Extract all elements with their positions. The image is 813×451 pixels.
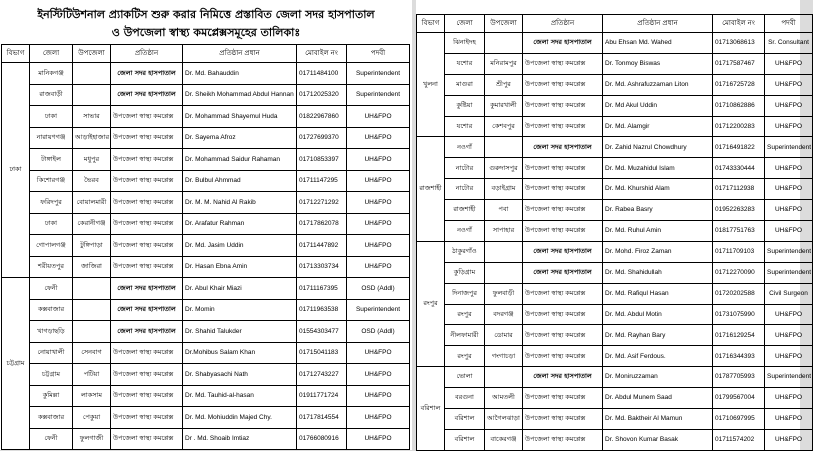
mobile-cell: 01717862078: [297, 213, 347, 235]
upazila-cell: [73, 84, 111, 106]
institution-cell: উপজেলা স্বাস্থ্য কমপ্লেক্স: [523, 283, 603, 304]
upazila-cell: সেনবাগ: [73, 342, 111, 364]
upazila-cell: ফুলবাড়ী: [485, 283, 523, 304]
upazila-cell: বদরগঞ্জ: [485, 304, 523, 325]
mobile-cell: 01817751763: [713, 221, 765, 242]
table-row: [2, 235, 410, 257]
district-cell: নীলফামারী: [445, 325, 485, 346]
institution-cell: উপজেলা স্বাস্থ্য কমপ্লেক্স: [523, 346, 603, 367]
designation-cell: Superintendent: [765, 262, 813, 283]
mobile-cell: 01712271292: [297, 192, 347, 214]
table-row: [2, 84, 410, 106]
designation-cell: UH&FPO: [347, 407, 410, 429]
upazila-cell: বাকেরগঞ্জ: [485, 429, 523, 450]
table-row: [417, 346, 813, 367]
institution-head-cell: Dr. Arafatur Rahman: [183, 213, 297, 235]
table-row: [2, 106, 410, 128]
institution-cell: উপজেলা স্বাস্থ্য কমপ্লেক্স: [523, 116, 603, 137]
institution-head-cell: Dr. Md. Mohiuddin Majed Chy.: [183, 407, 297, 429]
table-row: [2, 192, 410, 214]
upazila-cell: আগৈলঝাড়া: [485, 409, 523, 430]
institution-head-cell: Dr. Md. Asif Ferdous.: [603, 346, 713, 367]
table-row: [2, 170, 410, 192]
institution-cell: জেলা সদর হাসপাতাল: [111, 321, 183, 343]
institution-head-cell: Dr. Shovon Kumar Basak: [603, 429, 713, 450]
upazila-cell: [485, 137, 523, 158]
mobile-cell: 01716491822: [713, 137, 765, 158]
upazila-cell: জাজিরা: [73, 256, 111, 278]
division-cell: রংপুর: [417, 241, 445, 366]
mobile-cell: 01711709103: [713, 241, 765, 262]
designation-cell: Civil Surgeon: [765, 283, 813, 304]
district-cell: নাটোর: [445, 179, 485, 200]
district-cell: যশোর: [445, 116, 485, 137]
table-row: [2, 278, 410, 300]
table-row: [417, 429, 813, 450]
upazila-cell: [73, 63, 111, 85]
institution-cell: জেলা সদর হাসপাতাল: [523, 33, 603, 54]
upazila-cell: গুরুদাসপুর: [485, 158, 523, 179]
designation-cell: UH&FPO: [765, 179, 813, 200]
mobile-cell: 01952263283: [713, 200, 765, 221]
institution-cell: জেলা সদর হাসপাতাল: [111, 278, 183, 300]
institution-cell: উপজেলা স্বাস্থ্য কমপ্লেক্স: [111, 342, 183, 364]
district-cell: কক্সবাজার: [30, 299, 73, 321]
institution-head-cell: Dr. Md. Shahidullah: [603, 262, 713, 283]
district-cell: কিশোরগঞ্জ: [30, 170, 73, 192]
designation-cell: UH&FPO: [765, 200, 813, 221]
column-header: প্রতিষ্ঠান: [523, 15, 603, 33]
table-row: [417, 137, 813, 158]
division-cell: চট্টগ্রাম: [2, 278, 30, 450]
designation-cell: UH&FPO: [765, 388, 813, 409]
column-header: বিভাগ: [417, 15, 445, 33]
institution-cell: উপজেলা স্বাস্থ্য কমপ্লেক্স: [111, 149, 183, 171]
district-cell: ঢাকা: [30, 106, 73, 128]
table-row: [417, 409, 813, 430]
institution-head-cell: Dr.Mohibus Salam Khan: [183, 342, 297, 364]
designation-cell: UH&FPO: [347, 149, 410, 171]
designation-cell: OSD (Addl): [347, 321, 410, 343]
upazila-cell: টুঙ্গিপাড়া: [73, 235, 111, 257]
mobile-cell: 01717587467: [713, 53, 765, 74]
upazila-cell: [485, 262, 523, 283]
column-header: মোবাইল নং: [297, 45, 347, 63]
mobile-cell: 01743330444: [713, 158, 765, 179]
institution-cell: উপজেলা স্বাস্থ্য কমপ্লেক্স: [523, 388, 603, 409]
upazila-cell: পেকুয়া: [73, 407, 111, 429]
district-cell: রাজবাড়ী: [30, 84, 73, 106]
mobile-cell: 01716129254: [713, 325, 765, 346]
institution-cell: জেলা সদর হাসপাতাল: [111, 84, 183, 106]
upazila-cell: বড়াইগ্রাম: [485, 179, 523, 200]
column-header: উপজেলা: [485, 15, 523, 33]
upazila-cell: [485, 33, 523, 54]
designation-cell: UH&FPO: [347, 364, 410, 386]
table-row: [2, 299, 410, 321]
district-cell: নওগাঁ: [445, 137, 485, 158]
mobile-cell: 01710862886: [713, 95, 765, 116]
right-hospital-table: [416, 14, 813, 451]
institution-head-cell: Dr. Shahid Talukder: [183, 321, 297, 343]
table-row: [417, 388, 813, 409]
institution-cell: উপজেলা স্বাস্থ্য কমপ্লেক্স: [111, 170, 183, 192]
district-cell: কক্সবাজার: [30, 407, 73, 429]
mobile-cell: 01911771724: [297, 385, 347, 407]
institution-head-cell: Dr. M. M. Nahid Al Rakib: [183, 192, 297, 214]
upazila-cell: পটিয়া: [73, 364, 111, 386]
table-row: [417, 179, 813, 200]
designation-cell: UH&FPO: [765, 53, 813, 74]
designation-cell: OSD (Addl): [347, 278, 410, 300]
column-header: পদবী: [347, 45, 410, 63]
district-cell: শরীয়তপুর: [30, 256, 73, 278]
column-header: মোবাইল নং: [713, 15, 765, 33]
district-cell: টাঙ্গাইল: [30, 149, 73, 171]
district-cell: বরিশাল: [445, 409, 485, 430]
district-cell: মাগুরা: [445, 74, 485, 95]
institution-head-cell: Dr. Mohd. Firoz Zaman: [603, 241, 713, 262]
column-header: জেলা: [30, 45, 73, 63]
upazila-cell: কেশবপুর: [485, 116, 523, 137]
mobile-cell: 01715041183: [297, 342, 347, 364]
institution-cell: জেলা সদর হাসপাতাল: [111, 63, 183, 85]
institution-head-cell: Abu Ehsan Md. Wahed: [603, 33, 713, 54]
institution-cell: জেলা সদর হাসপাতাল: [523, 241, 603, 262]
upazila-cell: মধুপুর: [73, 149, 111, 171]
institution-head-cell: Dr. Abul Khair Miazi: [183, 278, 297, 300]
mobile-cell: 01727699370: [297, 127, 347, 149]
mobile-cell: 01712200283: [713, 116, 765, 137]
mobile-cell: 01554303477: [297, 321, 347, 343]
designation-cell: UH&FPO: [347, 127, 410, 149]
mobile-cell: 01711574202: [713, 429, 765, 450]
institution-head-cell: Dr. Mohammad Saidur Rahaman: [183, 149, 297, 171]
mobile-cell: 01717112938: [713, 179, 765, 200]
division-cell: রাজশাহী: [417, 137, 445, 241]
district-cell: রংপুর: [445, 346, 485, 367]
district-cell: ভোলা: [445, 367, 485, 388]
institution-head-cell: Dr. Bulbul Ahmmad: [183, 170, 297, 192]
institution-head-cell: Dr. Md. Baktheir Al Mamun: [603, 409, 713, 430]
upazila-cell: [485, 367, 523, 388]
institution-head-cell: Dr. Abdul Munem Saad: [603, 388, 713, 409]
institution-cell: উপজেলা স্বাস্থ্য কমপ্লেক্স: [111, 385, 183, 407]
mobile-cell: 01713068613: [713, 33, 765, 54]
upazila-cell: কেরানীগঞ্জ: [73, 213, 111, 235]
table-row: [2, 321, 410, 343]
table-header-row: [417, 15, 813, 33]
institution-cell: উপজেলা স্বাস্থ্য কমপ্লেক্স: [523, 325, 603, 346]
district-cell: বরিশাল: [445, 429, 485, 450]
institution-head-cell: Dr. Mohammad Shayemul Huda: [183, 106, 297, 128]
district-cell: দিনাজপুর: [445, 283, 485, 304]
district-cell: খাগড়াছড়ি: [30, 321, 73, 343]
upazila-cell: মনিরামপুর: [485, 53, 523, 74]
district-cell: ফেনী: [30, 428, 73, 450]
table-row: [2, 63, 410, 85]
column-header: প্রতিষ্ঠান প্রধান: [183, 45, 297, 63]
district-cell: নাটোর: [445, 158, 485, 179]
table-row: [417, 367, 813, 388]
table-row: [2, 213, 410, 235]
designation-cell: UH&FPO: [347, 235, 410, 257]
mobile-cell: 01712270090: [713, 262, 765, 283]
district-cell: যশোর: [445, 53, 485, 74]
mobile-cell: 01716344393: [713, 346, 765, 367]
mobile-cell: 01711484100: [297, 63, 347, 85]
mobile-cell: 01720202588: [713, 283, 765, 304]
table-row: [417, 95, 813, 116]
table-row: [417, 304, 813, 325]
designation-cell: UH&FPO: [765, 158, 813, 179]
mobile-cell: 01731075990: [713, 304, 765, 325]
institution-head-cell: Dr. Md. Khurshid Alam: [603, 179, 713, 200]
designation-cell: Superintendent: [347, 299, 410, 321]
institution-cell: উপজেলা স্বাস্থ্য কমপ্লেক্স: [523, 53, 603, 74]
table-row: [2, 428, 410, 450]
column-header: উপজেলা: [73, 45, 111, 63]
designation-cell: UH&FPO: [347, 192, 410, 214]
institution-cell: জেলা সদর হাসপাতাল: [523, 137, 603, 158]
upazila-cell: আমতলী: [485, 388, 523, 409]
mobile-cell: 01716725728: [713, 74, 765, 95]
district-cell: বরগুনা: [445, 388, 485, 409]
mobile-cell: 01766080916: [297, 428, 347, 450]
mobile-cell: 01713303734: [297, 256, 347, 278]
institution-cell: উপজেলা স্বাস্থ্য কমপ্লেক্স: [111, 428, 183, 450]
institution-cell: জেলা সদর হাসপাতাল: [523, 367, 603, 388]
designation-cell: Superintendent: [765, 137, 813, 158]
upazila-cell: আড়াইহাজার: [73, 127, 111, 149]
designation-cell: UH&FPO: [347, 106, 410, 128]
district-cell: নওগাঁ: [445, 221, 485, 242]
table-row: [417, 53, 813, 74]
upazila-cell: সাপাহার: [485, 221, 523, 242]
mobile-cell: 01712025320: [297, 84, 347, 106]
designation-cell: UH&FPO: [347, 428, 410, 450]
column-header: বিভাগ: [2, 45, 30, 63]
upazila-cell: ফুলগাজী: [73, 428, 111, 450]
table-row: [2, 342, 410, 364]
institution-head-cell: Dr. Md. Tauhid-al-hasan: [183, 385, 297, 407]
mobile-cell: 01710697995: [713, 409, 765, 430]
institution-cell: উপজেলা স্বাস্থ্য কমপ্লেক্স: [523, 200, 603, 221]
institution-head-cell: Dr. Md. Rayhan Bary: [603, 325, 713, 346]
division-cell: বরিশাল: [417, 367, 445, 451]
table-row: [417, 158, 813, 179]
designation-cell: Superintendent: [765, 367, 813, 388]
mobile-cell: 01787705993: [713, 367, 765, 388]
institution-cell: উপজেলা স্বাস্থ্য কমপ্লেক্স: [111, 256, 183, 278]
institution-cell: জেলা সদর হাসপাতাল: [523, 262, 603, 283]
table-row: [417, 116, 813, 137]
mobile-cell: 01712743227: [297, 364, 347, 386]
institution-cell: উপজেলা স্বাস্থ্য কমপ্লেক্স: [111, 106, 183, 128]
designation-cell: Superintendent: [765, 241, 813, 262]
district-cell: ঝিনাইদহ: [445, 33, 485, 54]
district-cell: নারায়ণগঞ্জ: [30, 127, 73, 149]
institution-head-cell: Dr . Md. Shoaib Imtiaz: [183, 428, 297, 450]
designation-cell: UH&FPO: [347, 342, 410, 364]
institution-head-cell: Dr. Sayema Afroz: [183, 127, 297, 149]
institution-head-cell: Dr. Momin: [183, 299, 297, 321]
table-row: [417, 33, 813, 54]
district-cell: চট্টগ্রাম: [30, 364, 73, 386]
table-row: [2, 149, 410, 171]
institution-head-cell: Dr. Md. Alamgir: [603, 116, 713, 137]
upazila-cell: [73, 321, 111, 343]
district-cell: মানিকগঞ্জ: [30, 63, 73, 85]
institution-cell: উপজেলা স্বাস্থ্য কমপ্লেক্স: [523, 158, 603, 179]
institution-cell: উপজেলা স্বাস্থ্য কমপ্লেক্স: [523, 95, 603, 116]
column-header: পদবী: [765, 15, 813, 33]
table-row: [2, 127, 410, 149]
designation-cell: UH&FPO: [765, 429, 813, 450]
district-cell: ঢাকা: [30, 213, 73, 235]
district-cell: রাজশাহী: [445, 200, 485, 221]
table-row: [417, 241, 813, 262]
column-header: প্রতিষ্ঠান: [111, 45, 183, 63]
designation-cell: UH&FPO: [765, 346, 813, 367]
upazila-cell: [73, 278, 111, 300]
institution-head-cell: Dr. Md. Jasim Uddin: [183, 235, 297, 257]
designation-cell: UH&FPO: [347, 213, 410, 235]
designation-cell: UH&FPO: [347, 385, 410, 407]
mobile-cell: 01799567004: [713, 388, 765, 409]
designation-cell: UH&FPO: [765, 325, 813, 346]
document-title-line-1: ইনস্টিটিউশনাল প্র্যাকটিস শুরু করার নিমিত্তে প্রস্তাবিত জেলা সদর হাসপাতাল: [37, 8, 375, 21]
designation-cell: UH&FPO: [347, 170, 410, 192]
table-row: [2, 256, 410, 278]
mobile-cell: 01710853397: [297, 149, 347, 171]
district-cell: নোয়াখালী: [30, 342, 73, 364]
district-cell: কুড়িগ্রাম: [445, 262, 485, 283]
mobile-cell: 01717814554: [297, 407, 347, 429]
institution-cell: উপজেলা স্বাস্থ্য কমপ্লেক্স: [111, 235, 183, 257]
institution-head-cell: Dr. Zahid Nazrul Chowdhury: [603, 137, 713, 158]
institution-head-cell: Dr. Rabea Basry: [603, 200, 713, 221]
upazila-cell: বোয়ালমারী: [73, 192, 111, 214]
institution-cell: জেলা সদর হাসপাতাল: [111, 299, 183, 321]
designation-cell: UH&FPO: [765, 74, 813, 95]
institution-head-cell: Dr. Md. Rafiqul Hasan: [603, 283, 713, 304]
mobile-cell: 01711447892: [297, 235, 347, 257]
table-row: [2, 385, 410, 407]
designation-cell: UH&FPO: [765, 409, 813, 430]
designation-cell: Superintendent: [347, 84, 410, 106]
table-row: [417, 200, 813, 221]
division-cell: খুলনা: [417, 33, 445, 137]
designation-cell: UH&FPO: [765, 95, 813, 116]
designation-cell: Sr. Consultant: [765, 33, 813, 54]
table-row: [417, 283, 813, 304]
district-cell: ঠাকুরগাঁও: [445, 241, 485, 262]
institution-head-cell: Dr. Md. Muzahidul Islam: [603, 158, 713, 179]
designation-cell: Superintendent: [347, 63, 410, 85]
institution-cell: উপজেলা স্বাস্থ্য কমপ্লেক্স: [523, 409, 603, 430]
district-cell: কুষ্টিয়া: [445, 95, 485, 116]
left-hospital-table: [1, 44, 410, 450]
institution-head-cell: Dr. Sheikh Mohammad Abdul Hannan: [183, 84, 297, 106]
table-row: [417, 74, 813, 95]
institution-head-cell: Dr. Md. Ashrafuzzaman Liton: [603, 74, 713, 95]
document-title-line-2: ও উপজেলা স্বাস্থ্য কমপ্লেক্সসমূহের তালিকাঃ: [111, 26, 301, 39]
district-cell: রংপুর: [445, 304, 485, 325]
table-header-row: [2, 45, 410, 63]
institution-cell: উপজেলা স্বাস্থ্য কমপ্লেক্স: [523, 221, 603, 242]
district-cell: কুমিল্লা: [30, 385, 73, 407]
mobile-cell: 01711963538: [297, 299, 347, 321]
institution-head-cell: Dr. Shabyasachi Nath: [183, 364, 297, 386]
institution-cell: উপজেলা স্বাস্থ্য কমপ্লেক্স: [111, 213, 183, 235]
column-header: প্রতিষ্ঠান প্রধান: [603, 15, 713, 33]
upazila-cell: পবা: [485, 200, 523, 221]
institution-cell: উপজেলা স্বাস্থ্য কমপ্লেক্স: [111, 192, 183, 214]
institution-cell: উপজেলা স্বাস্থ্য কমপ্লেক্স: [523, 429, 603, 450]
designation-cell: UH&FPO: [765, 116, 813, 137]
institution-cell: উপজেলা স্বাস্থ্য কমপ্লেক্স: [523, 304, 603, 325]
designation-cell: UH&FPO: [765, 221, 813, 242]
table-row: [417, 325, 813, 346]
table-row: [2, 407, 410, 429]
right-document-page: [416, 0, 812, 450]
institution-head-cell: Dr. Hasan Ebna Amin: [183, 256, 297, 278]
mobile-cell: 01711167395: [297, 278, 347, 300]
upazila-cell: সাভার: [73, 106, 111, 128]
upazila-cell: [485, 241, 523, 262]
institution-head-cell: Dr. Tonmoy Biswas: [603, 53, 713, 74]
designation-cell: UH&FPO: [347, 256, 410, 278]
upazila-cell: গংগাচড়া: [485, 346, 523, 367]
upazila-cell: ভৈরব: [73, 170, 111, 192]
institution-cell: উপজেলা স্বাস্থ্য কমপ্লেক্স: [523, 179, 603, 200]
institution-cell: উপজেলা স্বাস্থ্য কমপ্লেক্স: [111, 407, 183, 429]
institution-cell: উপজেলা স্বাস্থ্য কমপ্লেক্স: [523, 74, 603, 95]
upazila-cell: কুমারখালী: [485, 95, 523, 116]
table-row: [2, 364, 410, 386]
mobile-cell: 01822967860: [297, 106, 347, 128]
division-cell: ঢাকা: [2, 63, 30, 278]
designation-cell: UH&FPO: [765, 304, 813, 325]
upazila-cell: ডোমার: [485, 325, 523, 346]
institution-head-cell: Dr. Moniruzzaman: [603, 367, 713, 388]
institution-cell: উপজেলা স্বাস্থ্য কমপ্লেক্স: [111, 364, 183, 386]
district-cell: ফরিদপুর: [30, 192, 73, 214]
upazila-cell: লাকসাম: [73, 385, 111, 407]
institution-cell: উপজেলা স্বাস্থ্য কমপ্লেক্স: [111, 127, 183, 149]
table-row: [417, 262, 813, 283]
district-cell: ফেনী: [30, 278, 73, 300]
institution-head-cell: Dr. Md Akul Uddin: [603, 95, 713, 116]
institution-head-cell: Dr. Md. Abdul Motin: [603, 304, 713, 325]
institution-head-cell: Dr. Md. Ruhul Amin: [603, 221, 713, 242]
institution-head-cell: Dr. Md. Bahauddin: [183, 63, 297, 85]
column-header: জেলা: [445, 15, 485, 33]
table-row: [417, 221, 813, 242]
upazila-cell: [73, 299, 111, 321]
upazila-cell: শ্রীপুর: [485, 74, 523, 95]
mobile-cell: 01711147295: [297, 170, 347, 192]
district-cell: গোপালগঞ্জ: [30, 235, 73, 257]
